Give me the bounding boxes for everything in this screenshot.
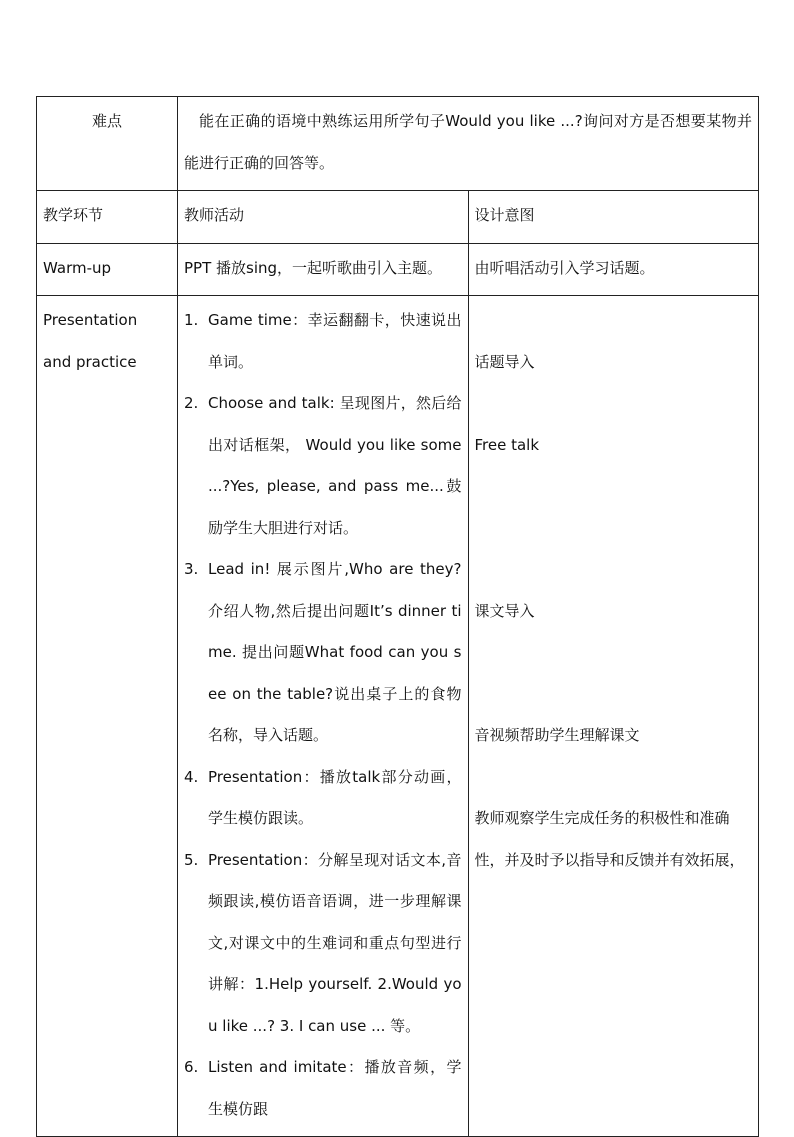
step-item-3 xyxy=(184,549,462,757)
presentation-intents xyxy=(468,296,759,1137)
step-item-5 xyxy=(184,840,462,1048)
header-stage: 教学环节 xyxy=(37,191,178,244)
presentation-stage-line1: Presentation xyxy=(43,311,138,329)
presentation-row xyxy=(37,296,759,1137)
spacer xyxy=(475,383,753,425)
difficulty-text: 能在正确的语境中熟练运用所学句子Would you like ...?询问对方是否想要某物并能进行正确的回答等。 xyxy=(184,112,752,172)
step-item-6 xyxy=(184,1047,462,1130)
intent-topic-intro: 话题导入 xyxy=(474,352,535,371)
step-text: Presentation：分解呈现对话文本,音频跟读,模仿语音语调，进一步理解课文,对课文中的生难词和重点句型进行讲解：1.Help yourself. 2.Would you like ...? 3. I can use ... 等。 xyxy=(208,850,462,1035)
spacer xyxy=(475,674,753,716)
step-number: 1. xyxy=(184,311,199,329)
spacer xyxy=(475,632,753,674)
difficulty-label: 难点 xyxy=(37,97,178,191)
step-number: 4. xyxy=(184,767,199,786)
header-design-intent: 设计意图 xyxy=(468,191,759,244)
intent-av-help: 音视频帮助学生理解课文 xyxy=(474,726,640,744)
step-item-1 xyxy=(184,300,462,383)
difficulty-content xyxy=(178,97,759,191)
presentation-activities xyxy=(178,296,469,1137)
spacer xyxy=(475,757,753,799)
step-number: 5. xyxy=(184,850,199,869)
intent-observe: 教师观察学生完成任务的积极性和准确性，并及时予以指导和反馈并有效拓展， xyxy=(474,809,745,869)
lesson-plan-table xyxy=(36,96,759,1137)
presentation-stage xyxy=(37,296,178,1137)
warmup-stage: Warm-up xyxy=(37,243,178,296)
step-number: 3. xyxy=(184,560,199,578)
spacer xyxy=(475,466,753,508)
intent-free-talk: Free talk xyxy=(474,435,540,454)
warmup-row xyxy=(37,243,759,296)
step-text: Game time：幸运翻翻卡，快速说出单词。 xyxy=(208,311,462,371)
header-teacher-activity: 教师活动 xyxy=(178,191,469,244)
presentation-stage-line2: and practice xyxy=(43,352,137,371)
step-item-4 xyxy=(184,757,462,840)
step-text: Lead in! 展示图片,Who are they?介绍人物,然后提出问题It’s dinner time. 提出问题What food can you see on the table?说出桌子上的食物名称，导入话题。 xyxy=(208,560,462,744)
spacer xyxy=(475,300,753,342)
step-number: 2. xyxy=(184,394,199,412)
step-text: Choose and talk: 呈现图片，然后给出对话框架， Would you like some ...?Yes, please, and pass me...鼓励学生大胆进行对话。 xyxy=(208,394,462,537)
warmup-activity: PPT 播放sing，一起听歌曲引入主题。 xyxy=(178,243,469,296)
warmup-intent: 由听唱活动引入学习话题。 xyxy=(468,243,759,296)
spacer xyxy=(475,508,753,550)
step-number: 6. xyxy=(184,1058,199,1076)
steps-list xyxy=(184,300,462,1130)
step-text: Presentation：播放talk部分动画，学生模仿跟读。 xyxy=(208,767,462,827)
step-text: Listen and imitate：播放音频，学生模仿跟 xyxy=(208,1058,462,1118)
header-row xyxy=(37,191,759,244)
step-item-2 xyxy=(184,383,462,549)
difficulty-row xyxy=(37,97,759,191)
intent-text-intro: 课文导入 xyxy=(474,601,535,620)
spacer xyxy=(475,549,753,591)
